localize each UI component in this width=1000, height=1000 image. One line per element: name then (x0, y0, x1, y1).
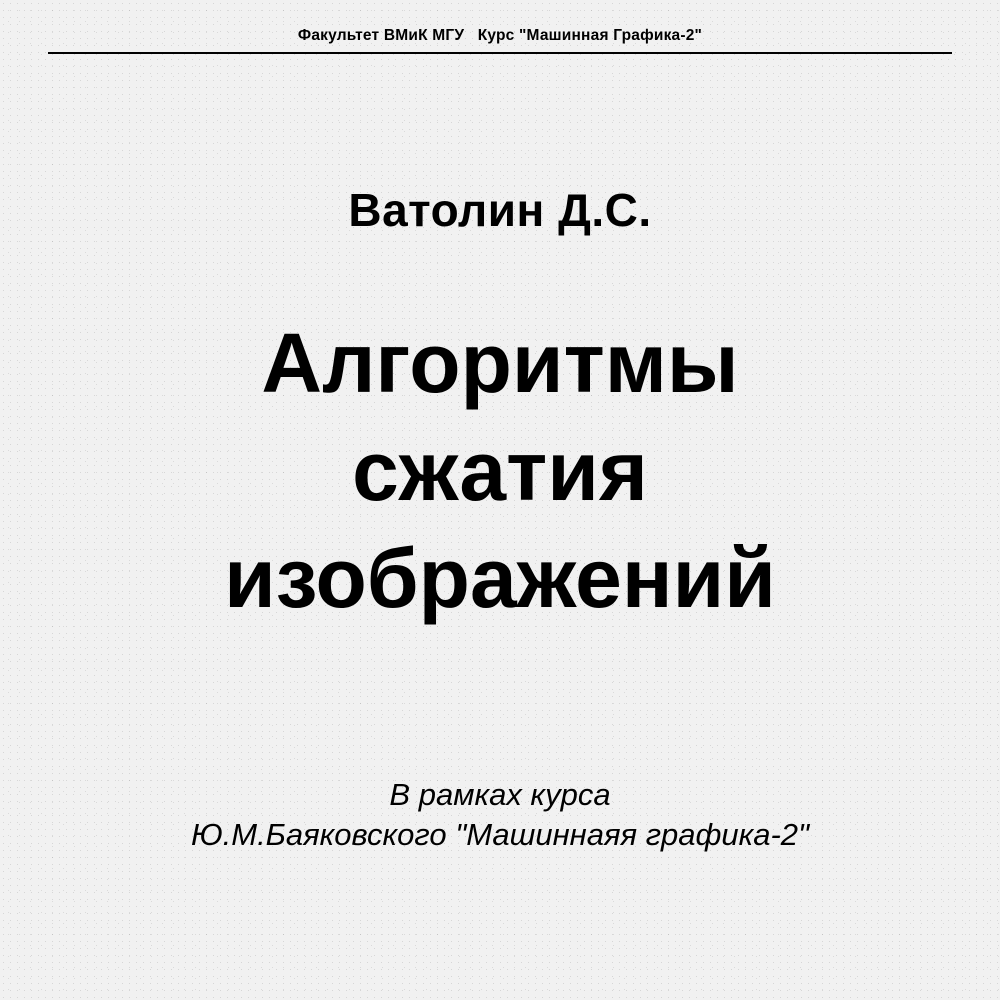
header-course-label: Факультет ВМиК МГУ Курс "Машинная Графика-2" (297, 27, 703, 44)
subtitle-line-2: Ю.М.Баяковского "Машиннаяя графика-2" (190, 817, 810, 853)
title-line-3: изображений (224, 531, 776, 626)
header-divider (48, 52, 952, 54)
subtitle-line-1: В рамках курса (389, 777, 611, 812)
title-line-2: сжатия (352, 423, 648, 518)
author-name: Ватолин Д.С. (348, 184, 652, 236)
slide-subtitle (0, 775, 1000, 856)
slide-header (0, 28, 1000, 44)
slide-title (0, 310, 1000, 633)
title-line-1: Алгоритмы (261, 316, 739, 410)
